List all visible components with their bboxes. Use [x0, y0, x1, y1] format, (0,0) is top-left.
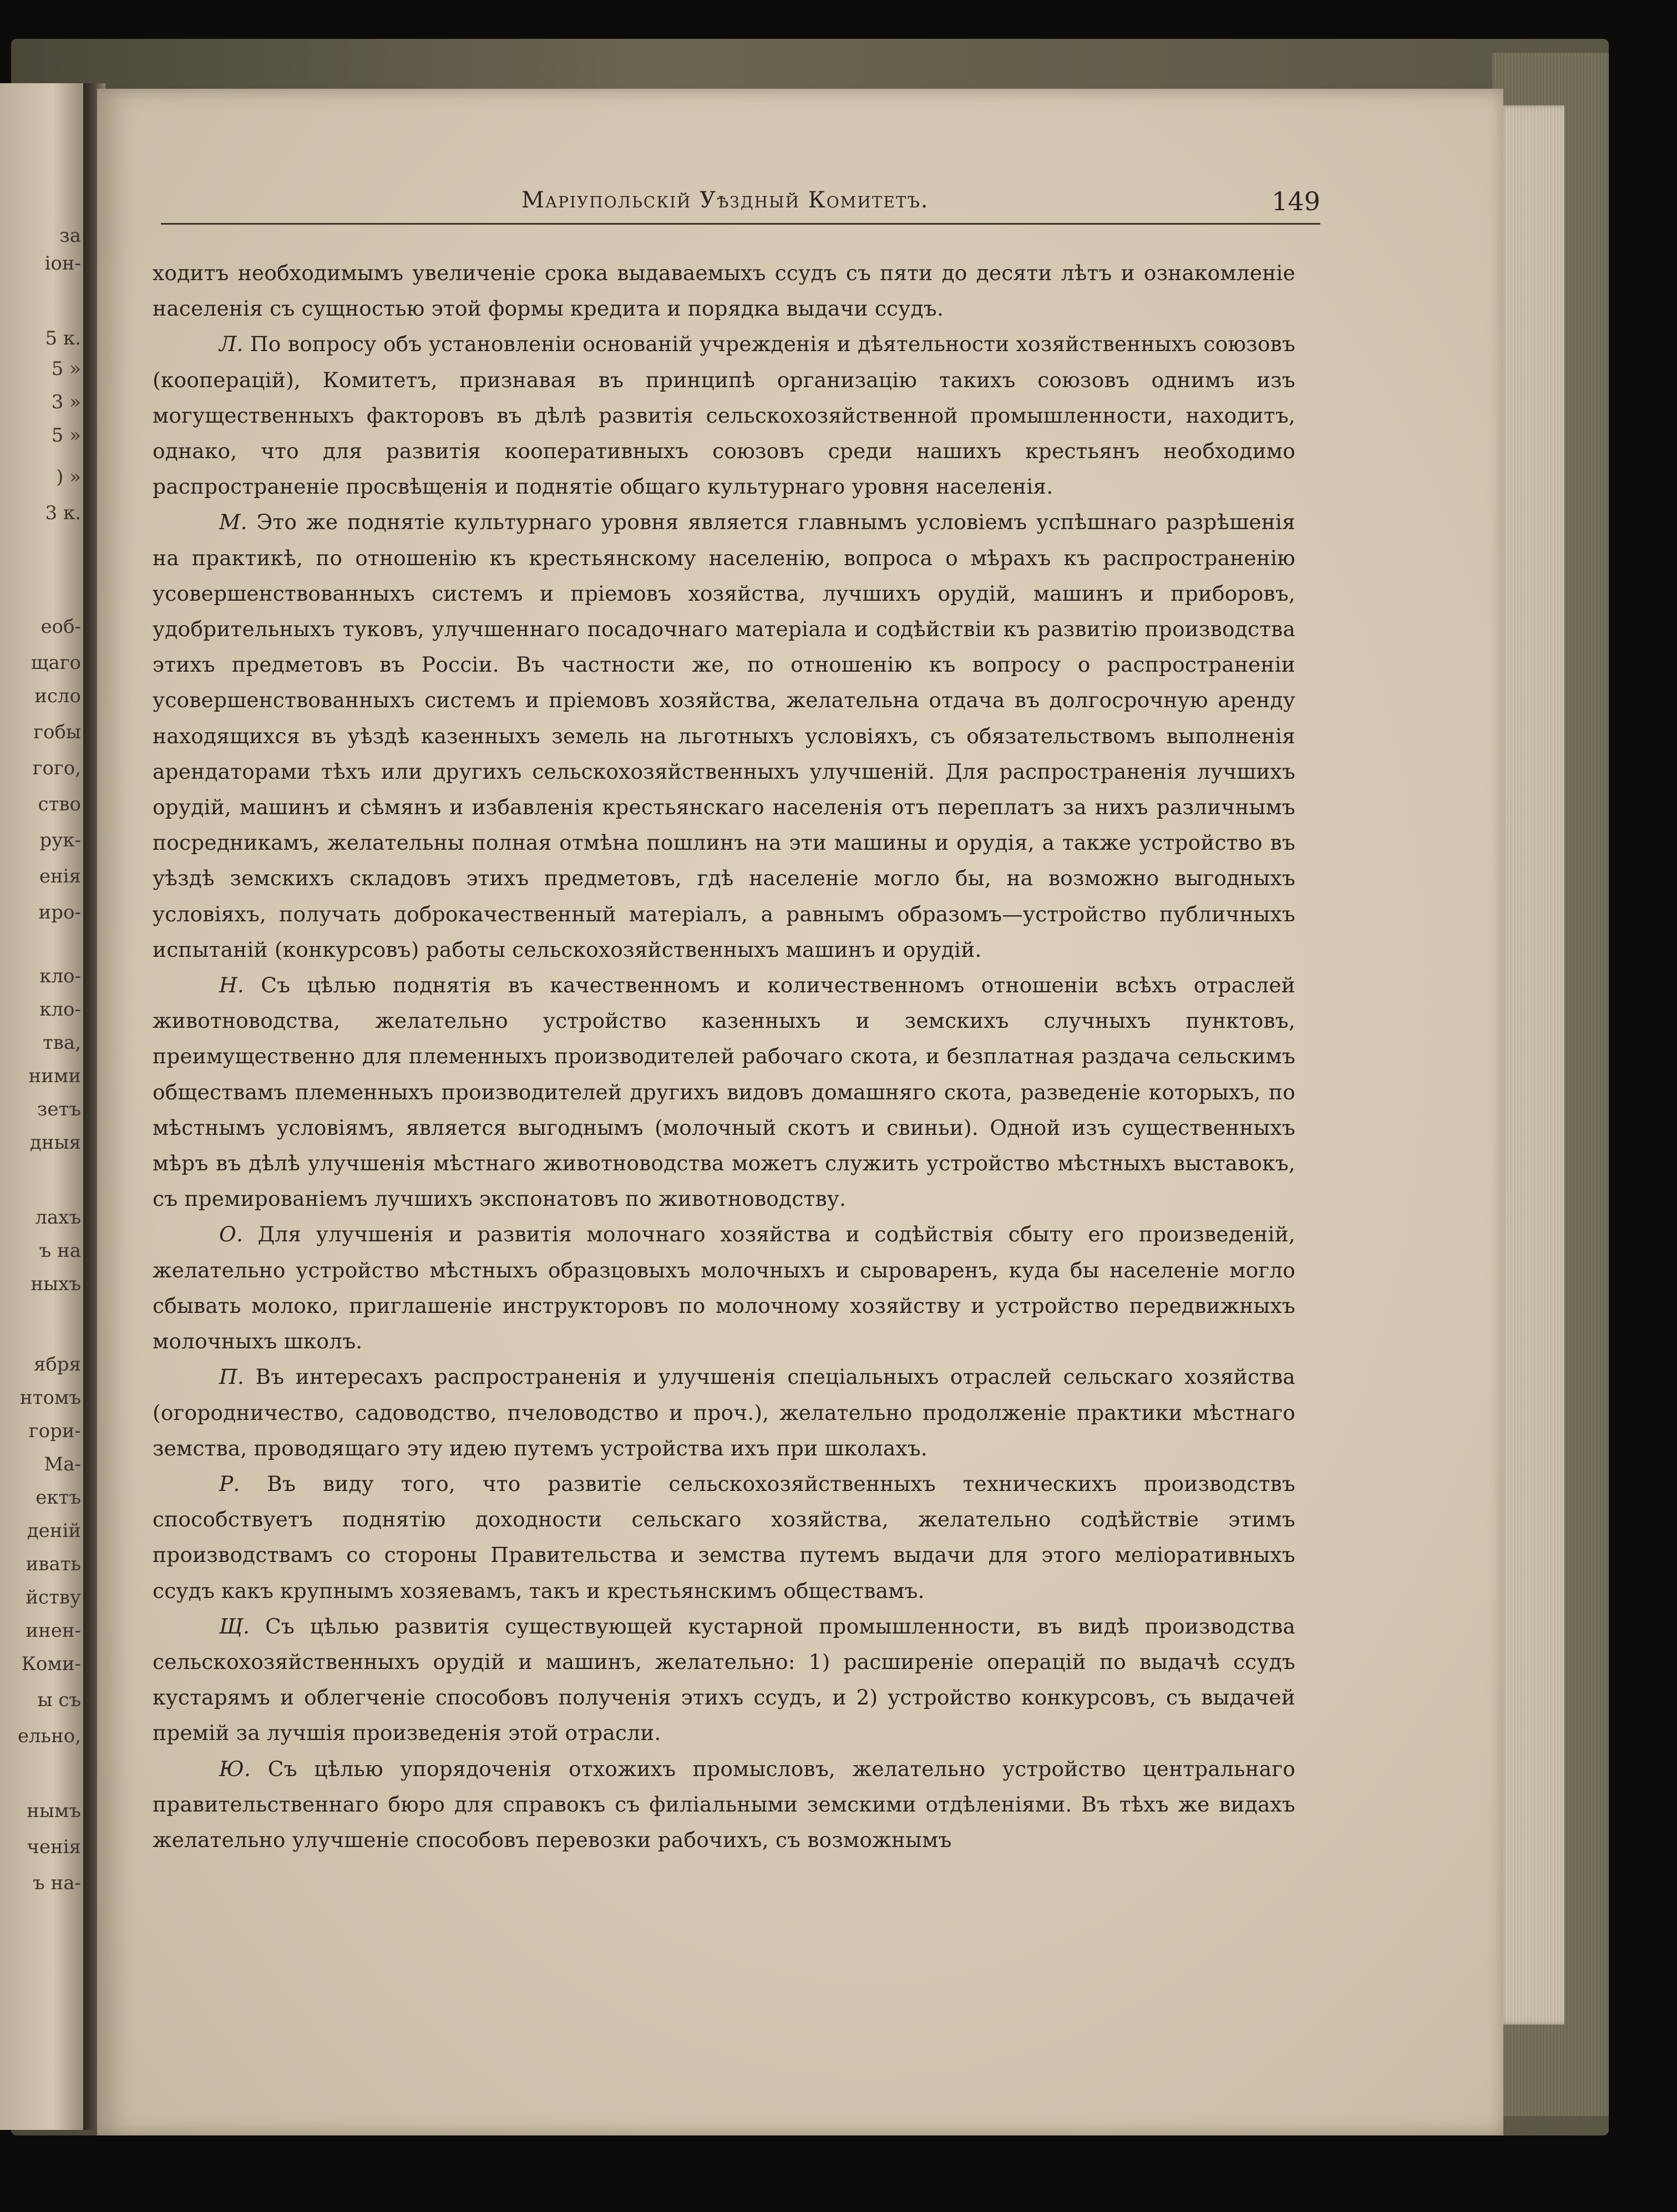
left-page-text-fragment: ельно, — [17, 1725, 81, 1747]
section-marker: П. — [219, 1364, 256, 1389]
left-page-text-fragment: 5 » — [51, 424, 81, 447]
body-text — [153, 255, 1295, 1858]
left-page-text-fragment: 5 к. — [45, 327, 81, 349]
left-page-text-fragment: деній — [27, 1520, 81, 1542]
left-page-text-fragment: ныхъ — [31, 1273, 81, 1295]
left-page-text-fragment: 3 » — [51, 391, 81, 413]
section-marker: Ю. — [219, 1756, 268, 1781]
left-page-text-fragment: гори- — [28, 1420, 81, 1442]
left-page-text-fragment: нымъ — [27, 1800, 81, 1822]
paragraph — [153, 967, 1295, 1216]
left-page-text-fragment: гого, — [32, 757, 81, 779]
left-page-text-fragment: гобы — [33, 721, 81, 743]
header-rule — [161, 223, 1320, 225]
paragraph — [153, 1216, 1295, 1359]
left-page-text-fragment: кло- — [39, 998, 81, 1021]
left-page-text-fragment: тва, — [42, 1032, 81, 1054]
left-page-text-fragment: 5 » — [51, 358, 81, 380]
left-page-text-fragment: йству — [26, 1586, 81, 1609]
paragraph — [153, 504, 1295, 967]
running-header — [155, 187, 1320, 226]
left-page-text-fragment: ы съ — [37, 1689, 81, 1711]
section-marker: Щ. — [219, 1614, 266, 1638]
paragraph-text: Въ виду того, что развитіе сельскохозяйственныхъ техническихъ производствъ способствуетъ поднятію доходности сельскаго хозяйства, желательно содѣйствіе этимъ производствамъ со стороны Правительства и земства путемъ выдачи для этого меліоративныхъ ссудъ какъ крупнымъ хозяевамъ, такъ и крестьянскимъ обществамъ. — [153, 1471, 1295, 1603]
section-marker: М. — [219, 510, 257, 535]
paragraph-text: Съ цѣлью развитія существующей кустарной промышленности, въ видѣ производства сельскохозяйственныхъ орудій и машинъ, желательно: 1) расширеніе операцій по выдачѣ ссудъ кустарямъ и облегченіе способовъ полученія этихъ ссудъ, и 2) устройство конкурсовъ, съ выдачей премій за лучшія произведенія этой отрасли. — [153, 1614, 1295, 1746]
paragraph-text: Это же поднятіе культурнаго уровня является главнымъ условіемъ успѣшнаго разрѣшенія на практикѣ, по отношенію къ крестьянскому населенію, вопроса о мѣрахъ къ распространенію усовершенствованныхъ системъ и пріемовъ хозяйства, лучшихъ орудій, машинъ и приборовъ, удобрительныхъ туковъ, улучшеннаго посадочнаго матеріала и содѣйствіи къ развитію производства этихъ предметовъ въ Россіи. Въ частности же, по отношенію къ вопросу о распространеніи усовершенствованныхъ системъ и пріемовъ хозяйства, желательна отдача въ долгосрочную аренду находящихся въ уѣздѣ казенныхъ земель на льготныхъ условіяхъ, съ обязательствомъ выполненія арендаторами тѣхъ или другихъ сельскохозяйственныхъ улучшеній. Для распространенія лучшихъ орудій, машинъ и сѣмянъ и избавленія крестьянскаго населенія отъ переплатъ за нихъ различнымъ посредникамъ, желательны полная отмѣна пошлинъ на эти машины и орудія, а также устройство въ уѣздѣ земскихъ складовъ этихъ предметовъ, гдѣ населеніе могло бы, на возможно выгодныхъ условіяхъ, получать доброкачественный матеріалъ, а равнымъ образомъ—устройство публичныхъ испытаній (конкурсовъ) работы сельскохозяйственныхъ машинъ и орудій. — [153, 510, 1296, 962]
paragraph — [153, 1466, 1295, 1609]
left-page-text-fragment: зетъ — [37, 1098, 81, 1120]
paragraph — [153, 1359, 1295, 1466]
left-page-text-fragment: ивать — [26, 1553, 81, 1575]
header-title: Маріупольскій Уѣздный Комитетъ. — [521, 187, 929, 213]
left-page-text-fragment: щаго — [31, 652, 81, 674]
left-page-text-fragment: енія — [39, 865, 81, 887]
section-marker: О. — [219, 1222, 258, 1247]
paragraph — [153, 1751, 1295, 1858]
page-number: 149 — [1271, 186, 1320, 216]
left-page-text-fragment: кло- — [39, 965, 81, 987]
paragraph-text: Для улучшенія и развитія молочнаго хозяйства и содѣйствія сбыту его произведеній, желательно устройство мѣстныхъ образцовыхъ молочныхъ и сыроваренъ, куда бы населеніе могло сбывать молоко, приглашеніе инструкторовъ по молочному хозяйству и устройство передвижныхъ молочныхъ школъ. — [153, 1222, 1296, 1354]
left-page-text-fragment: рук- — [39, 829, 81, 851]
left-page-text-fragment: ъ на- — [33, 1872, 81, 1894]
left-page-text-fragment: ъ на — [39, 1240, 81, 1262]
left-page-text-fragment: нтомъ — [19, 1387, 81, 1409]
left-page-fragment — [0, 83, 89, 2130]
left-page-text-fragment: ектъ — [36, 1486, 81, 1509]
left-page-text-fragment: ченія — [27, 1836, 81, 1858]
section-marker: Р. — [219, 1471, 267, 1496]
paragraph — [153, 326, 1295, 504]
page-edges — [1498, 105, 1564, 2025]
left-page-text-fragment: еоб- — [40, 616, 81, 638]
left-page-text-fragment: іон- — [44, 252, 81, 275]
section-marker: Л. — [219, 332, 250, 357]
left-page-text-fragment: ство — [38, 793, 81, 815]
left-page-text-fragment: Коми- — [21, 1653, 81, 1675]
section-marker: Н. — [219, 973, 261, 998]
left-page-text-fragment: иро- — [38, 901, 81, 924]
left-page-text-fragment: ) » — [56, 466, 81, 488]
paragraph-text: По вопросу объ установленіи основаній учрежденія и дѣятельности хозяйственныхъ союзовъ (кооперацій), Комитетъ, признавая въ принципѣ организацію такихъ союзовъ однимъ изъ могущественныхъ факторовъ въ дѣлѣ развитія сельскохозяйственной промышленности, находитъ, однако, что для развитія кооперативныхъ союзовъ среди нашихъ крестьянъ необходимо распространеніе просвѣщенія и поднятіе общаго культурнаго уровня населенія. — [153, 332, 1296, 499]
paragraph-text: Въ интересахъ распространенія и улучшенія спеціальныхъ отраслей сельскаго хозяйства (огородничество, садоводство, пчеловодство и проч.), желательно продолженіе практики мѣстнаго земства, проводящаго эту идею путемъ устройства ихъ при школахъ. — [153, 1364, 1295, 1460]
paragraph-text: Съ цѣлью упорядоченія отхожихъ промысловъ, желательно устройство центральнаго правительственнаго бюро для справокъ съ филіальными земскими отдѣленіями. Въ тѣхъ же видахъ желательно улучшеніе способовъ перевозки рабочихъ, съ возможнымъ — [153, 1756, 1295, 1852]
left-page-text-fragment: Ма- — [44, 1453, 81, 1475]
left-page-text-fragment: 3 к. — [45, 502, 81, 524]
left-page-text-fragment: дныя — [29, 1132, 81, 1154]
left-page-text-fragment: инен- — [26, 1620, 81, 1642]
paragraph — [153, 255, 1295, 326]
left-page-text-fragment: за — [59, 225, 81, 247]
left-page-text-fragment: ября — [33, 1353, 81, 1376]
paragraph-text: ходитъ необходимымъ увеличеніе срока выдаваемыхъ ссудъ съ пяти до десяти лѣтъ и ознакомленіе населенія съ сущностью этой формы кредита и порядка выдачи ссудъ. — [153, 261, 1295, 321]
left-page-text-fragment: исло — [34, 685, 81, 707]
paragraph-text: Съ цѣлью поднятія въ качественномъ и количественномъ отношеніи всѣхъ отраслей животноводства, желательно устройство казенныхъ и земскихъ случныхъ пунктовъ, преимущественно для племенныхъ производителей рабочаго скота, и безплатная раздача сельскимъ обществамъ племенныхъ производителей другихъ видовъ домашняго скота, разведеніе которыхъ, по мѣстнымъ условіямъ, является выгоднымъ (молочный скотъ и свиньи). Одной изъ существенныхъ мѣръ въ дѣлѣ улучшенія мѣстнаго животноводства можетъ служить устройство мѣстныхъ выставокъ, съ премированіемъ лучшихъ экспонатовъ по животноводству. — [153, 973, 1296, 1211]
left-page-text-fragment: ними — [28, 1065, 81, 1087]
paragraph — [153, 1609, 1295, 1751]
left-page-text-fragment: лахъ — [35, 1206, 81, 1229]
